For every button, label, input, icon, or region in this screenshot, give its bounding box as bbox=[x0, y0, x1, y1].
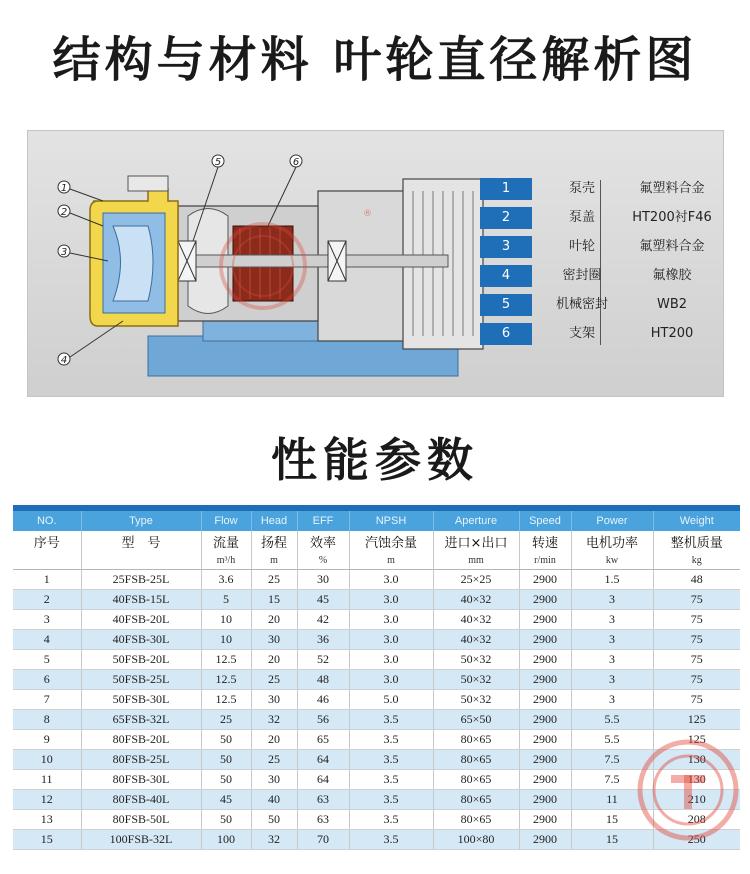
table-cell: 80×65 bbox=[433, 810, 519, 830]
table-cell: 2900 bbox=[519, 690, 571, 710]
column-header-cn: 进口×出口 bbox=[433, 531, 519, 551]
table-row bbox=[13, 830, 740, 850]
table-cell: 6 bbox=[13, 670, 81, 690]
table-cell: 80×65 bbox=[433, 730, 519, 750]
table-cell: 42 bbox=[297, 610, 349, 630]
table-cell: 1.5 bbox=[571, 570, 653, 590]
table-cell: 20 bbox=[251, 610, 297, 630]
table-cell: 65FSB-32L bbox=[81, 710, 201, 730]
column-header-en: EFF bbox=[297, 511, 349, 531]
callout-5: 5 bbox=[214, 157, 222, 168]
table-cell: 80FSB-30L bbox=[81, 770, 201, 790]
column-unit bbox=[81, 551, 201, 570]
table-cell: 10 bbox=[201, 610, 251, 630]
column-unit: kg bbox=[653, 551, 740, 570]
callout-1: 1 bbox=[60, 183, 68, 194]
table-cell: 5.5 bbox=[571, 730, 653, 750]
table-row bbox=[13, 790, 740, 810]
table-cell: 7.5 bbox=[571, 770, 653, 790]
table-cell: 63 bbox=[297, 810, 349, 830]
part-material: HT200衬F46 bbox=[632, 210, 712, 225]
table-cell: 70 bbox=[297, 830, 349, 850]
column-unit: kw bbox=[571, 551, 653, 570]
part-material: 氟橡胶 bbox=[652, 268, 692, 283]
table-cell: 3.5 bbox=[349, 830, 433, 850]
column-header-en: Weight bbox=[653, 511, 740, 531]
table-row bbox=[13, 750, 740, 770]
table-cell: 50 bbox=[201, 810, 251, 830]
column-header-cn: 序号 bbox=[13, 531, 81, 551]
table-cell: 5 bbox=[201, 590, 251, 610]
table-cell: 8 bbox=[13, 710, 81, 730]
table-cell: 75 bbox=[653, 650, 740, 670]
part-number: 1 bbox=[480, 178, 532, 200]
table-cell: 50FSB-30L bbox=[81, 690, 201, 710]
table-row bbox=[13, 650, 740, 670]
table-cell: 3.5 bbox=[349, 810, 433, 830]
table-cell: 30 bbox=[251, 770, 297, 790]
table-cell: 2900 bbox=[519, 730, 571, 750]
part-row bbox=[480, 207, 710, 231]
column-header-en: Speed bbox=[519, 511, 571, 531]
table-cell: 9 bbox=[13, 730, 81, 750]
table-cell: 2900 bbox=[519, 630, 571, 650]
table-cell: 56 bbox=[297, 710, 349, 730]
column-header-cn: 汽蚀余量 bbox=[349, 531, 433, 551]
part-number: 6 bbox=[480, 323, 532, 345]
table-cell: 3.6 bbox=[201, 570, 251, 590]
table-cell: 125 bbox=[653, 710, 740, 730]
table-cell: 208 bbox=[653, 810, 740, 830]
table-cell: 50FSB-25L bbox=[81, 670, 201, 690]
table-cell: 50 bbox=[201, 770, 251, 790]
callout-4: 4 bbox=[60, 355, 68, 366]
table-cell: 3.0 bbox=[349, 630, 433, 650]
callout-3: 3 bbox=[60, 247, 68, 258]
table-cell: 20 bbox=[251, 730, 297, 750]
parts-divider bbox=[600, 180, 601, 345]
table-cell: 50 bbox=[201, 750, 251, 770]
column-unit: r/min bbox=[519, 551, 571, 570]
table-cell: 25 bbox=[251, 670, 297, 690]
table-row bbox=[13, 730, 740, 750]
table-cell: 3.5 bbox=[349, 710, 433, 730]
column-unit: m³/h bbox=[201, 551, 251, 570]
table-cell: 25 bbox=[251, 750, 297, 770]
table-cell: 3.0 bbox=[349, 590, 433, 610]
table-cell: 80FSB-20L bbox=[81, 730, 201, 750]
column-header-en: NO. bbox=[13, 511, 81, 531]
table-cell: 12 bbox=[13, 790, 81, 810]
table-cell: 20 bbox=[251, 650, 297, 670]
table-cell: 63 bbox=[297, 790, 349, 810]
part-number: 5 bbox=[480, 294, 532, 316]
table-cell: 1 bbox=[13, 570, 81, 590]
table-row bbox=[13, 610, 740, 630]
table-cell: 80×65 bbox=[433, 770, 519, 790]
table-cell: 2900 bbox=[519, 670, 571, 690]
table-cell: 48 bbox=[653, 570, 740, 590]
table-cell: 11 bbox=[571, 790, 653, 810]
table-cell: 40FSB-15L bbox=[81, 590, 201, 610]
table-cell: 7.5 bbox=[571, 750, 653, 770]
table-cell: 2900 bbox=[519, 650, 571, 670]
table-cell: 250 bbox=[653, 830, 740, 850]
table-cell: 15 bbox=[13, 830, 81, 850]
column-unit: % bbox=[297, 551, 349, 570]
table-cell: 5.5 bbox=[571, 710, 653, 730]
column-unit: m bbox=[349, 551, 433, 570]
table-cell: 80FSB-40L bbox=[81, 790, 201, 810]
table-cell: 40×32 bbox=[433, 630, 519, 650]
table-cell: 3 bbox=[571, 590, 653, 610]
table-cell: 3 bbox=[571, 690, 653, 710]
callout-2: 2 bbox=[60, 207, 68, 218]
table-cell: 32 bbox=[251, 830, 297, 850]
table-cell: 30 bbox=[251, 690, 297, 710]
table-cell: 75 bbox=[653, 590, 740, 610]
table-cell: 80×65 bbox=[433, 750, 519, 770]
table-cell: 3.5 bbox=[349, 790, 433, 810]
table-row bbox=[13, 630, 740, 650]
column-header-en: Head bbox=[251, 511, 297, 531]
part-material: 氟塑料合金 bbox=[639, 239, 705, 254]
registered-mark: ® bbox=[363, 209, 372, 219]
header-row-chinese bbox=[13, 531, 740, 551]
table-cell: 10 bbox=[13, 750, 81, 770]
table-cell: 65 bbox=[297, 730, 349, 750]
table-cell: 3 bbox=[13, 610, 81, 630]
table-cell: 25 bbox=[201, 710, 251, 730]
table-cell: 50 bbox=[251, 810, 297, 830]
table-cell: 3.5 bbox=[349, 770, 433, 790]
table-cell: 25FSB-25L bbox=[81, 570, 201, 590]
table-cell: 13 bbox=[13, 810, 81, 830]
table-cell: 5 bbox=[13, 650, 81, 670]
table-cell: 10 bbox=[201, 630, 251, 650]
table-cell: 3.5 bbox=[349, 730, 433, 750]
table-cell: 30 bbox=[251, 630, 297, 650]
table-cell: 100×80 bbox=[433, 830, 519, 850]
part-material: WB2 bbox=[656, 297, 688, 312]
table-cell: 65×50 bbox=[433, 710, 519, 730]
table-cell: 36 bbox=[297, 630, 349, 650]
table-cell: 2900 bbox=[519, 610, 571, 630]
part-name: 机械密封 bbox=[555, 297, 608, 312]
table-cell: 40FSB-20L bbox=[81, 610, 201, 630]
table-cell: 64 bbox=[297, 770, 349, 790]
table-cell: 3 bbox=[571, 610, 653, 630]
part-number: 4 bbox=[480, 265, 532, 287]
table-cell: 3.0 bbox=[349, 650, 433, 670]
table-cell: 15 bbox=[571, 830, 653, 850]
table-cell: 12.5 bbox=[201, 670, 251, 690]
table-cell: 3 bbox=[571, 670, 653, 690]
column-header-cn: 效率 bbox=[297, 531, 349, 551]
table-cell: 50FSB-20L bbox=[81, 650, 201, 670]
column-header-en: Aperture bbox=[433, 511, 519, 531]
part-name: 叶轮 bbox=[568, 239, 595, 254]
table-cell: 2900 bbox=[519, 810, 571, 830]
part-row bbox=[480, 323, 710, 347]
part-number: 2 bbox=[480, 207, 532, 229]
table-cell: 52 bbox=[297, 650, 349, 670]
table-row bbox=[13, 570, 740, 590]
table-cell: 3.5 bbox=[349, 750, 433, 770]
table-cell: 3.0 bbox=[349, 670, 433, 690]
part-material: 氟塑料合金 bbox=[639, 181, 705, 196]
part-name: 泵壳 bbox=[568, 181, 595, 196]
column-header-en: Power bbox=[571, 511, 653, 531]
table-row bbox=[13, 590, 740, 610]
column-header-cn: 电机功率 bbox=[571, 531, 653, 551]
column-header-en: Flow bbox=[201, 511, 251, 531]
part-material: HT200 bbox=[650, 326, 694, 341]
table-cell: 50 bbox=[201, 730, 251, 750]
table-cell: 30 bbox=[297, 570, 349, 590]
performance-table bbox=[13, 505, 740, 850]
column-header-cn: 流量 bbox=[201, 531, 251, 551]
table-cell: 3 bbox=[571, 650, 653, 670]
table-cell: 7 bbox=[13, 690, 81, 710]
table-cell: 45 bbox=[201, 790, 251, 810]
table-row bbox=[13, 810, 740, 830]
header-row-units bbox=[13, 551, 740, 570]
callout-6: 6 bbox=[292, 157, 300, 168]
column-header-cn: 整机质量 bbox=[653, 531, 740, 551]
page-title: 结构与材料 叶轮直径解析图 bbox=[52, 32, 698, 88]
header-row-english bbox=[13, 511, 740, 531]
part-name: 密封圈 bbox=[562, 268, 602, 283]
table-cell: 80×65 bbox=[433, 790, 519, 810]
column-header-en: NPSH bbox=[349, 511, 433, 531]
table-cell: 48 bbox=[297, 670, 349, 690]
table-cell: 15 bbox=[251, 590, 297, 610]
table-cell: 75 bbox=[653, 630, 740, 650]
table-cell: 3.0 bbox=[349, 610, 433, 630]
table-cell: 46 bbox=[297, 690, 349, 710]
table-cell: 100 bbox=[201, 830, 251, 850]
table-cell: 25 bbox=[251, 570, 297, 590]
table-cell: 40 bbox=[251, 790, 297, 810]
column-unit: m bbox=[251, 551, 297, 570]
pump-cutaway-illustration bbox=[28, 131, 723, 396]
table-cell: 50×32 bbox=[433, 670, 519, 690]
table-row bbox=[13, 770, 740, 790]
table-cell: 40×32 bbox=[433, 590, 519, 610]
column-header-cn: 型 号 bbox=[81, 531, 201, 551]
table-cell: 64 bbox=[297, 750, 349, 770]
table-cell: 130 bbox=[653, 770, 740, 790]
pump-structure-diagram bbox=[27, 130, 724, 397]
table-cell: 75 bbox=[653, 670, 740, 690]
table-cell: 40FSB-30L bbox=[81, 630, 201, 650]
table-cell: 12.5 bbox=[201, 690, 251, 710]
table-cell: 32 bbox=[251, 710, 297, 730]
table-cell: 80FSB-50L bbox=[81, 810, 201, 830]
column-header-en: Type bbox=[81, 511, 201, 531]
table-cell: 40×32 bbox=[433, 610, 519, 630]
table-row bbox=[13, 690, 740, 710]
table-cell: 2900 bbox=[519, 710, 571, 730]
table-cell: 50×32 bbox=[433, 650, 519, 670]
table-cell: 2900 bbox=[519, 790, 571, 810]
table-cell: 75 bbox=[653, 690, 740, 710]
table-cell: 80FSB-25L bbox=[81, 750, 201, 770]
table-cell: 25×25 bbox=[433, 570, 519, 590]
part-name: 支架 bbox=[568, 326, 595, 341]
table-row bbox=[13, 670, 740, 690]
part-row bbox=[480, 265, 710, 289]
table-cell: 2900 bbox=[519, 830, 571, 850]
table-cell: 2 bbox=[13, 590, 81, 610]
table-cell: 11 bbox=[13, 770, 81, 790]
table-cell: 5.0 bbox=[349, 690, 433, 710]
table-cell: 50×32 bbox=[433, 690, 519, 710]
table-cell: 125 bbox=[653, 730, 740, 750]
table-row bbox=[13, 710, 740, 730]
table-cell: 100FSB-32L bbox=[81, 830, 201, 850]
performance-title: 性能参数 bbox=[271, 433, 479, 487]
table-cell: 3 bbox=[571, 630, 653, 650]
table-cell: 2900 bbox=[519, 750, 571, 770]
table-cell: 4 bbox=[13, 630, 81, 650]
table-cell: 2900 bbox=[519, 590, 571, 610]
column-unit bbox=[13, 551, 81, 570]
table-cell: 15 bbox=[571, 810, 653, 830]
part-row bbox=[480, 178, 710, 202]
table-cell: 210 bbox=[653, 790, 740, 810]
table-cell: 75 bbox=[653, 610, 740, 630]
table-cell: 45 bbox=[297, 590, 349, 610]
column-header-cn: 扬程 bbox=[251, 531, 297, 551]
part-number: 3 bbox=[480, 236, 532, 258]
column-unit: mm bbox=[433, 551, 519, 570]
part-row bbox=[480, 294, 710, 318]
table-cell: 2900 bbox=[519, 570, 571, 590]
table-cell: 2900 bbox=[519, 770, 571, 790]
table-cell: 12.5 bbox=[201, 650, 251, 670]
table-cell: 3.0 bbox=[349, 570, 433, 590]
part-row bbox=[480, 236, 710, 260]
part-name: 泵盖 bbox=[568, 210, 595, 225]
table-cell: 130 bbox=[653, 750, 740, 770]
column-header-cn: 转速 bbox=[519, 531, 571, 551]
